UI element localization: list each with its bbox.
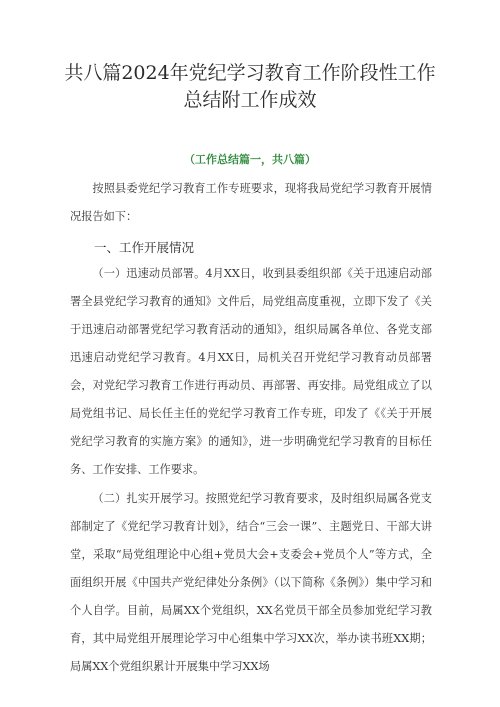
document-subtitle: （工作总结篇一，共八篇）: [184, 153, 316, 166]
document-title: 共八篇2024年党纪学习教育工作阶段性工作总结附工作成效: [64, 62, 436, 111]
intro-paragraph: 按照县委党纪学习教育工作专班要求，现将我局党纪学习教育开展情况报告如下：: [70, 182, 432, 223]
body-paragraph-2: （二）扎实开展学习。按照党纪学习教育要求，及时组织局属各党支部制定了《党纪学习教育计划》，结合“三会一课”、主题党日、干部大讲堂，采取“局党组理论中心组+党员大会+支委会+党员个人”等方式，全面组织开展《中国共产党纪律处分条例》（以下简称《条例》）集中学习和个人自学。目前，局属XX个党组织，XX名党员干部全员参加党纪学习教育，其中局党组开展理论学习中心组集中学习XX次，举办读书班XX期；局属XX个党组织累计开展集中学习XX场: [70, 492, 432, 673]
section-heading: 一、工作开展情况: [94, 240, 195, 255]
body-paragraph-1: （一）迅速动员部署。4月XX日，收到县委组织部《关于迅速启动部署全县党纪学习教育的通知》文件后，局党组高度重视，立即下发了《关于迅速启动部署党纪学习教育活动的通知》，组织局属各单位、各党支部迅速启动党纪学习教育。4月XX日，局机关召开党纪学习教育动员部署会，对党纪学习教育工作进行再动员、再部署、再安排。局党组成立了以局党组书记、局长任主任的党纪学习教育工作专班，印发了《《关于开展党纪学习教育的实施方案》的通知》，进一步明确党纪学习教育的目标任务、工作安排、工作要求。: [70, 267, 432, 476]
